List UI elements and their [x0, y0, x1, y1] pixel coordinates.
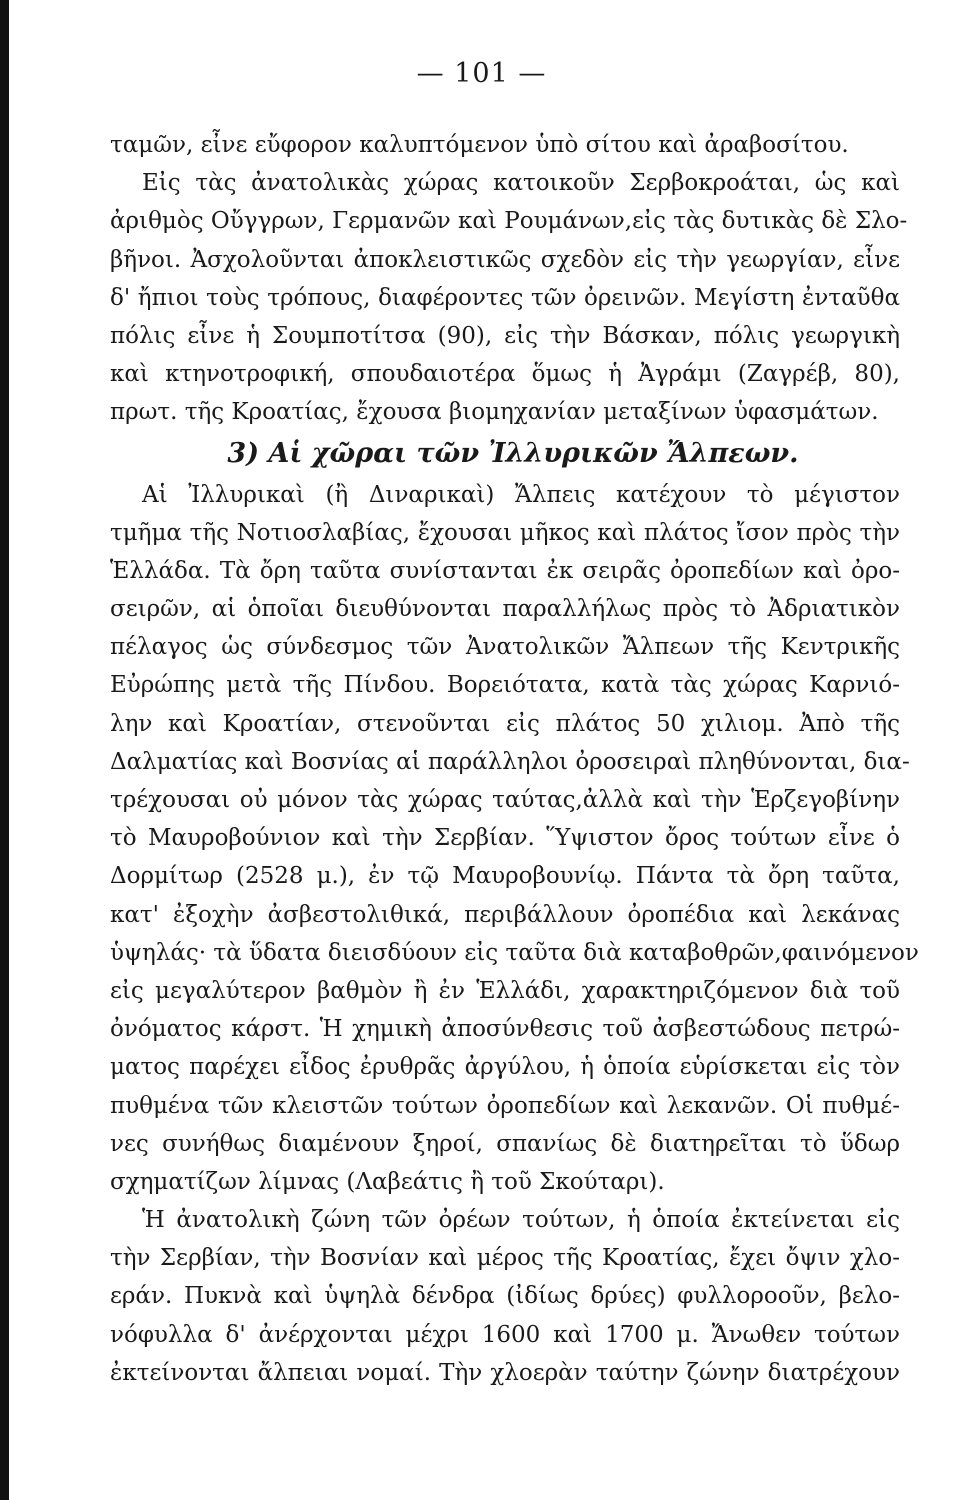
text-line: Δαλματίας καὶ Βοσνίας αἱ παράλληλοι ὀροσειραὶ πληθύνονται, δια- — [110, 748, 910, 775]
text-line: Ἑλλάδα. Τὰ ὄρη ταῦτα συνίστανται ἐκ σειρᾶς ὀροπεδίων καὶ ὀρο- — [110, 557, 900, 584]
section-heading: 3) Αἱ χῶραι τῶν Ἰλλυρικῶν Ἄλπεων. — [227, 437, 799, 469]
text-line: Εὐρώπης μετὰ τῆς Πίνδου. Βορειότατα, κατὰ τὰς χώρας Καρνιό- — [110, 672, 900, 699]
text-line: νες συνήθως διαμένουν ξηροί, σπανίως δὲ διατηρεῖται τὸ ὕδωρ — [110, 1130, 900, 1157]
paragraph-alps — [110, 476, 919, 1202]
text-line: σχηματίζων λίμνας (Λαβεάτις ἢ τοῦ Σκούταρι). — [110, 1168, 665, 1195]
text-line: δ' ἤπιοι τοὺς τρόπους, διαφέροντες τῶν ὀρεινῶν. Μεγίστη ἐνταῦθα — [110, 284, 900, 311]
text-line: ὑψηλάς· τὰ ὕδατα διεισδύουν εἰς ταῦτα διὰ καταβοθρῶν,φαινόμενον — [110, 939, 919, 966]
text-line: τμῆμα τῆς Νοτιοσλαβίας, ἔχουσαι μῆκος καὶ πλάτος ἴσον πρὸς τὴν — [110, 519, 900, 546]
text-line: βῆνοι. Ἀσχολοῦνται ἀποκλειστικῶς σχεδὸν εἰς τὴν γεωργίαν, εἶνε — [110, 246, 900, 273]
text-line: πόλις εἶνε ἡ Σουμποτίτσα (90), εἰς τὴν Βάσκαν, πόλις γεωργικὴ — [110, 322, 900, 349]
text-line: ματος παρέχει εἶδος ἐρυθρᾶς ἀργύλου, ἡ ὁποία εὑρίσκεται εἰς τὸν — [110, 1054, 900, 1081]
text-line: πυθμένα τῶν κλειστῶν τούτων ὀροπεδίων καὶ λεκανῶν. Οἱ πυθμέ- — [110, 1092, 900, 1119]
text-line: Αἱ Ἰλλυρικαὶ (ἢ Διναρικαὶ) Ἄλπεις κατέχουν τὸ μέγιστον — [142, 481, 900, 508]
text-line: ὀνόματος κάρστ. Ἡ χημικὴ ἀποσύνθεσις τοῦ ἀσβεστώδους πετρώ- — [110, 1016, 900, 1043]
text-line: Εἰς τὰς ἀνατολικὰς χώρας κατοικοῦν Σερβοκροάται, ὡς καὶ — [142, 170, 900, 197]
body-text — [110, 126, 919, 1392]
text-line: ἀριθμὸς Οὔγγρων, Γερμανῶν καὶ Ρουμάνων,εἰς τὰς δυτικὰς δὲ Σλο- — [110, 208, 908, 235]
scan-edge — [0, 0, 9, 1500]
text-line: καὶ κτηνοτροφική, σπουδαιοτέρα ὅμως ἡ Ἀγράμι (Ζαγρέβ, 80), — [110, 361, 900, 388]
text-line: νόφυλλα δ' ἀνέρχονται μέχρι 1600 καὶ 1700 μ. Ἄνωθεν τούτων — [110, 1321, 900, 1348]
paragraph-population — [110, 164, 908, 431]
page-number: — 101 — — [416, 58, 547, 89]
text-line: τὴν Σερβίαν, τὴν Βοσνίαν καὶ μέρος τῆς Κροατίας, ἔχει ὄψιν χλο- — [110, 1245, 900, 1272]
paragraph-eastern-zone — [110, 1201, 900, 1392]
text-line: πρωτ. τῆς Κροατίας, ἔχουσα βιομηχανίαν μεταξίνων ὑφασμάτων. — [110, 399, 879, 426]
text-line: ταμῶν, εἶνε εὔφορον καλυπτόμενον ὑπὸ σίτου καὶ ἀραβοσίτου. — [110, 132, 849, 158]
text-line: Δορμίτωρ (2528 μ.), ἐν τῷ Μαυροβουνίῳ. Πάντα τὰ ὄρη ταῦτα, — [110, 863, 900, 890]
text-line: Ἡ ἀνατολικὴ ζώνη τῶν ὀρέων τούτων, ἡ ὁποία ἐκτείνεται εἰς — [142, 1207, 900, 1234]
text-line: εἰς μεγαλύτερον βαθμὸν ἢ ἐν Ἑλλάδι, χαρακτηριζόμενον διὰ τοῦ — [110, 977, 900, 1004]
text-line: λην καὶ Κροατίαν, στενοῦνται εἰς πλάτος 50 χιλιομ. Ἀπὸ τῆς — [110, 710, 900, 737]
text-line: τρέχουσαι οὐ μόνον τὰς χώρας ταύτας,ἀλλὰ καὶ τὴν Ἑρζεγοβίνην — [110, 787, 900, 813]
text-line: ἐκτείνονται ἄλπειαι νομαί. Τὴν χλοερὰν ταύτην ζώνην διατρέχουν — [110, 1359, 900, 1386]
text-line: τὸ Μαυροβούνιον καὶ τὴν Σερβίαν. Ὕψιστον ὄρος τούτων εἶνε ὁ — [110, 825, 900, 852]
paragraph-continuation — [110, 126, 900, 164]
text-line: σειρῶν, αἱ ὁποῖαι διευθύνονται παραλλήλως πρὸς τὸ Ἀδριατικὸν — [110, 596, 900, 623]
text-line: πέλαγος ὡς σύνδεσμος τῶν Ἀνατολικῶν Ἄλπεων τῆς Κεντρικῆς — [110, 634, 900, 661]
text-line: κατ' ἐξοχὴν ἀσβεστολιθικά, περιβάλλουν ὀροπέδια καὶ λεκάνας — [110, 901, 900, 928]
text-line: εράν. Πυκνὰ καὶ ὑψηλὰ δένδρα (ἰδίως δρύες) φυλλοροοῦν, βελο- — [110, 1283, 900, 1310]
